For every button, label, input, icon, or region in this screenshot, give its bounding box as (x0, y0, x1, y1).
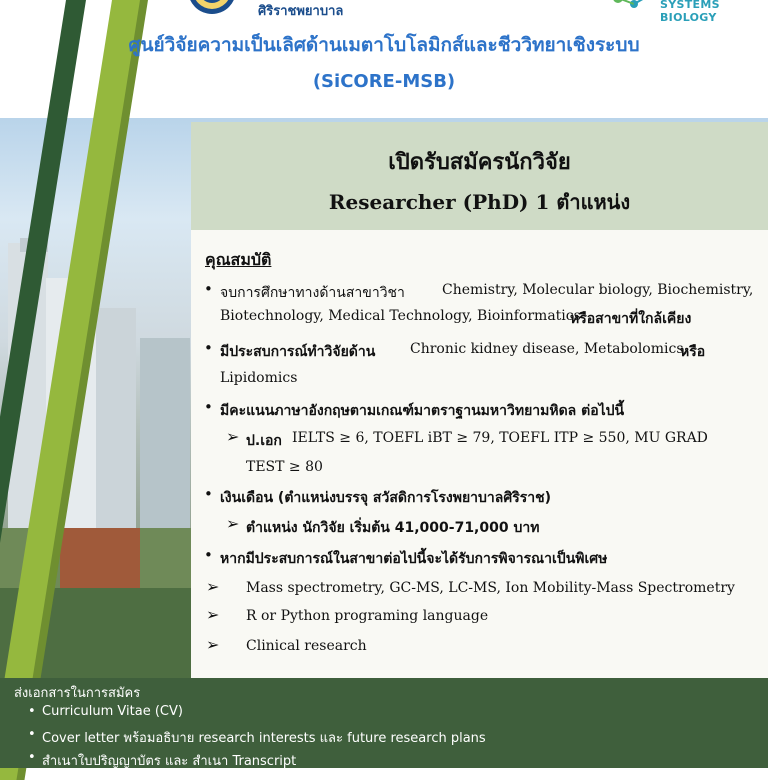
center-abbreviation: (SiCORE-MSB) (312, 71, 456, 92)
bullet-icon: • (28, 750, 36, 765)
english-scores-line-2: TEST ≥ 80 (246, 459, 323, 475)
education-fields-line-1: Chemistry, Molecular biology, Biochemistry, (442, 282, 754, 298)
arrow-bullet-icon: ➢ (206, 635, 220, 654)
special-item: R or Python programing language (246, 608, 489, 624)
cover-letter-connector: พร้อมอธิบาย (123, 731, 195, 746)
cover-letter-plans: future research plans (347, 731, 486, 746)
special-item: Clinical research (246, 638, 367, 654)
cover-letter-label: Cover letter (42, 731, 120, 746)
arrow-bullet-icon: ➢ (206, 577, 220, 596)
document-item-cv: Curriculum Vitae (CV) (42, 704, 183, 719)
special-experience-line: หากมีประสบการณ์ในสาขาต่อไปนี้จะได้รับการพิจารณาเป็นพิเศษ (220, 551, 608, 567)
degree-copy-label: สำเนาใบปริญญาบัตร และ สำเนา (42, 754, 229, 769)
bullet-icon: • (28, 704, 36, 719)
english-requirement: มีคะแนนภาษาอังกฤษตามเกณฑ์มาตราฐานมหาวิทยามหิดล ต่อไปนี้ (220, 403, 625, 419)
salary-line: เงินเดือน (ตำแหน่งบรรจุ สวัสดิการโรงพยาบาลศิริราช) (220, 490, 552, 506)
cover-letter-interests: research interests (198, 731, 316, 746)
education-suffix: หรือสาขาที่ใกล้เคียง (570, 311, 692, 327)
special-item: Mass spectrometry, GC-MS, LC-MS, Ion Mobility-Mass Spectrometry (246, 580, 735, 596)
qualifications-heading: คุณสมบัติ (205, 250, 272, 269)
experience-prefix: มีประสบการณ์ทำวิจัยด้าน (220, 344, 376, 360)
announcement-title: เปิดรับสมัครนักวิจัย (388, 150, 571, 175)
bullet-icon: • (204, 485, 213, 503)
systems-biology-label: SYSTEMS BIOLOGY (660, 0, 720, 24)
arrow-bullet-icon: ➢ (206, 605, 220, 624)
english-scores-line-1: IELTS ≥ 6, TOEFL iBT ≥ 79, TOEFL ITP ≥ 550, MU GRAD (292, 430, 708, 446)
arrow-bullet-icon: ➢ (226, 427, 240, 446)
bullet-icon: • (204, 339, 213, 357)
bullet-icon: • (204, 398, 213, 416)
english-phd-label: ป.เอก (246, 433, 282, 449)
document-item-cover-letter (42, 727, 486, 748)
cover-letter-and: และ (319, 731, 343, 746)
experience-fields: Chronic kidney disease, Metabolomics, (410, 341, 688, 357)
center-title: ศูนย์วิจัยความเป็นเลิศด้านเมตาโบโลมิกส์และชีววิทยาเชิงระบบ (128, 34, 640, 56)
education-fields-line-2: Biotechnology, Medical Technology, Bioinformatics (220, 308, 581, 324)
experience-last: Lipidomics (220, 370, 298, 386)
announcement-subtitle: Researcher (PhD) 1 ตำแหน่ง (328, 190, 631, 214)
bullet-icon: • (204, 546, 213, 564)
bullet-icon: • (28, 727, 36, 742)
hospital-seal-logo (186, 0, 238, 16)
salary-detail: ตำแหน่ง นักวิจัย เริ่มต้น 41,000-71,000 บาท (246, 520, 540, 536)
arrow-bullet-icon: ➢ (226, 514, 240, 533)
documents-title: ส่งเอกสารในการสมัคร (14, 686, 141, 701)
transcript-label: Transcript (232, 754, 297, 769)
hospital-name: ศิริราชพยาบาล (258, 4, 344, 19)
systems-biology-logo (608, 0, 654, 16)
bullet-icon: • (204, 280, 213, 298)
education-prefix: จบการศึกษาทางด้านสาขาวิชา (220, 285, 405, 301)
experience-or: หรือ (680, 344, 706, 360)
